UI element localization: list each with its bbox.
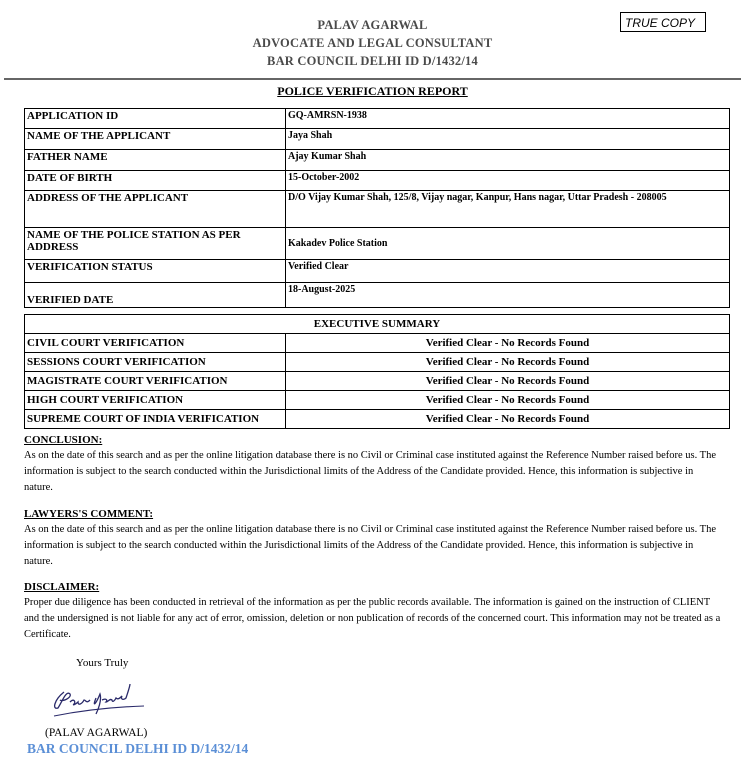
- disclaimer-section: [24, 579, 724, 643]
- conclusion-text: As on the date of this search and as per the online litigation database there is no Civil or Criminal case instituted against the Reference Number raised before us. The information is subject to the search conducted within the Jurisdictional limits of the Address of the Candidate provided. Hence, this information is subjective in nature.: [24, 450, 717, 493]
- signatory-name: (PALAV AGARWAL): [45, 727, 148, 739]
- summary-heading: EXECUTIVE SUMMARY: [25, 315, 730, 334]
- comment-section: [24, 506, 724, 570]
- summary-row: [25, 391, 730, 410]
- summary-row: [25, 353, 730, 372]
- conclusion-section: [24, 432, 724, 496]
- detail-value: 18-August-2025: [286, 283, 730, 308]
- detail-row: [25, 129, 730, 150]
- detail-value: Ajay Kumar Shah: [286, 150, 730, 171]
- summary-row: [25, 410, 730, 429]
- detail-label: APPLICATION ID: [25, 109, 286, 129]
- comment-text: As on the date of this search and as per the online litigation database there is no Civil or Criminal case instituted against the Reference Number raised before us. The information is subject to the search conducted within the Jurisdictional limits of the Address of the Candidate provided. Hence, this information is subjective in nature.: [24, 524, 717, 567]
- detail-label: VERIFIED DATE: [25, 283, 286, 308]
- detail-row: [25, 171, 730, 191]
- detail-label: NAME OF THE POLICE STATION AS PER ADDRESS: [25, 228, 286, 260]
- detail-value: 15-October-2002: [286, 171, 730, 191]
- summary-value: Verified Clear - No Records Found: [286, 334, 730, 353]
- header-divider: [4, 78, 741, 80]
- summary-value: Verified Clear - No Records Found: [286, 391, 730, 410]
- summary-label: HIGH COURT VERIFICATION: [25, 391, 286, 410]
- executive-summary-table: [24, 314, 730, 429]
- summary-value: Verified Clear - No Records Found: [286, 353, 730, 372]
- summary-label: SUPREME COURT OF INDIA VERIFICATION: [25, 410, 286, 429]
- signature-image: [44, 680, 154, 724]
- summary-value: Verified Clear - No Records Found: [286, 372, 730, 391]
- advocate-name: PALAV AGARWAL: [317, 18, 428, 32]
- detail-row: [25, 150, 730, 171]
- footer-bar-council-id: BAR COUNCIL DELHI ID D/1432/14: [27, 741, 249, 756]
- detail-label: NAME OF THE APPLICANT: [25, 129, 286, 150]
- detail-label: FATHER NAME: [25, 150, 286, 171]
- detail-value: Kakadev Police Station: [286, 228, 730, 260]
- report-title: POLICE VERIFICATION REPORT: [277, 84, 468, 98]
- detail-row: [25, 191, 730, 228]
- summary-label: MAGISTRATE COURT VERIFICATION: [25, 372, 286, 391]
- detail-row: [25, 283, 730, 308]
- conclusion-heading: CONCLUSION:: [24, 434, 103, 446]
- detail-label: ADDRESS OF THE APPLICANT: [25, 191, 286, 228]
- disclaimer-heading: DISCLAIMER:: [24, 581, 100, 593]
- detail-row: [25, 109, 730, 129]
- applicant-details-table: [24, 108, 730, 308]
- summary-row: [25, 334, 730, 353]
- summary-value: Verified Clear - No Records Found: [286, 410, 730, 429]
- detail-value: Verified Clear: [286, 260, 730, 283]
- comment-heading: LAWYERS'S COMMENT:: [24, 508, 154, 520]
- true-copy-stamp: TRUE COPY: [620, 12, 706, 32]
- disclaimer-text: Proper due diligence has been conducted in retrieval of the information as per the public records available. The information is gained on the instruction of CLIENT and the undersigned is not liable for any act of error, omission, deletion or non publication of records of the concerned court. This information may not be treated as a Certificate.: [24, 597, 721, 640]
- summary-row: [25, 372, 730, 391]
- summary-label: SESSIONS COURT VERIFICATION: [25, 353, 286, 372]
- detail-value: GQ-AMRSN-1938: [286, 109, 730, 129]
- summary-header-row: [25, 315, 730, 334]
- detail-value: D/O Vijay Kumar Shah, 125/8, Vijay nagar, Kanpur, Hans nagar, Uttar Pradesh - 208005: [286, 191, 730, 228]
- detail-row: [25, 260, 730, 283]
- detail-label: DATE OF BIRTH: [25, 171, 286, 191]
- detail-label: VERIFICATION STATUS: [25, 260, 286, 283]
- bar-council-id: BAR COUNCIL DELHI ID D/1432/14: [267, 54, 478, 68]
- summary-label: CIVIL COURT VERIFICATION: [25, 334, 286, 353]
- detail-row: [25, 228, 730, 260]
- closing: Yours Truly: [76, 657, 129, 669]
- detail-value: Jaya Shah: [286, 129, 730, 150]
- advocate-role: ADVOCATE AND LEGAL CONSULTANT: [252, 36, 493, 50]
